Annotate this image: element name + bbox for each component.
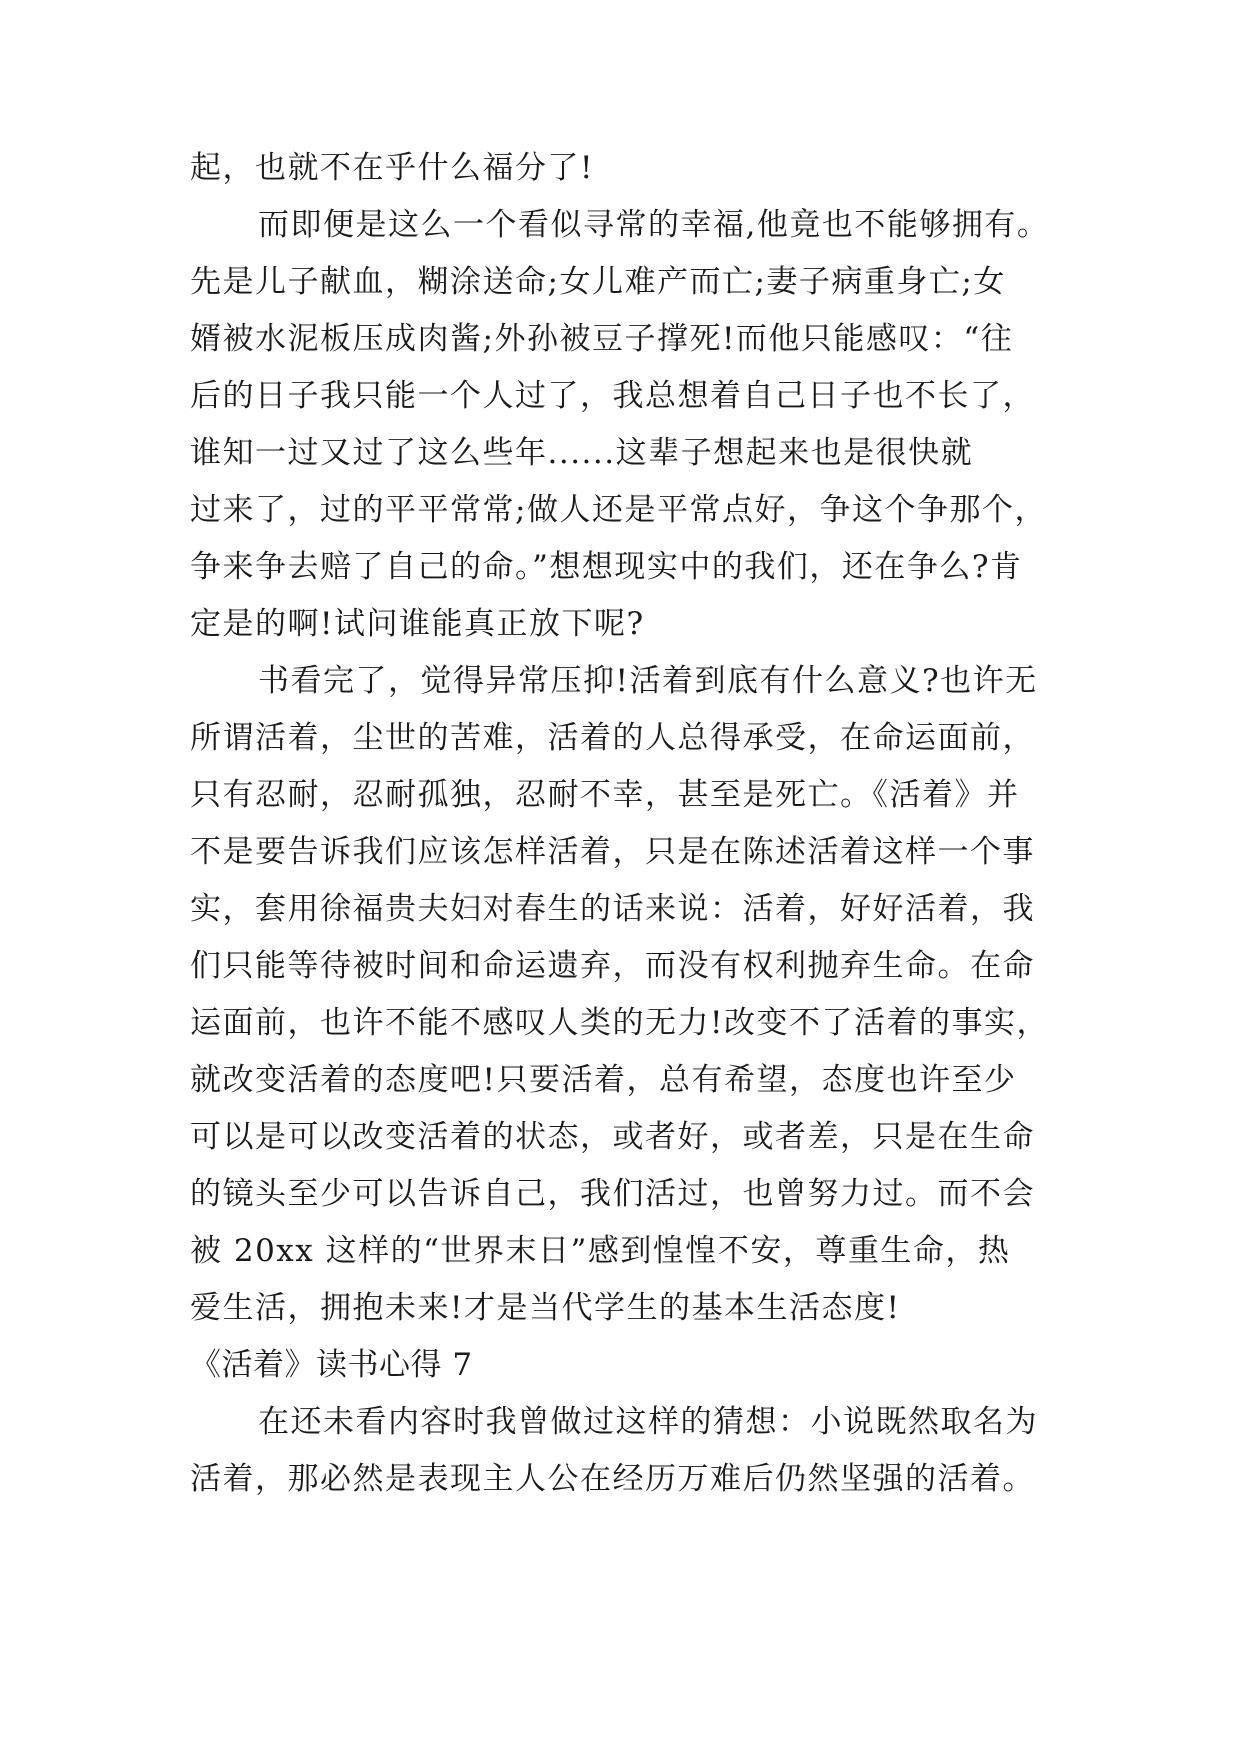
text-line: 先是儿子献血，糊涂送命;女儿难产而亡;妻子病重身亡;女: [190, 264, 1006, 300]
text-line: 起，也就不在乎什么福分了!: [190, 150, 594, 186]
text-line: 被 20xx 这样的“世界末日”感到惶惶不安，尊重生命，热: [190, 1233, 1011, 1269]
text-line: 们只能等待被时间和命运遗弃，而没有权利抛弃生命。在命: [190, 948, 1035, 984]
paragraph-first-line: 而即便是这么一个看似寻常的幸福,他竟也不能够拥有。: [258, 207, 1050, 243]
paragraph-first-line: 书看完了，觉得异常压抑!活着到底有什么意义?也许无: [258, 663, 1038, 699]
text-line: 后的日子我只能一个人过了，我总想着自己日子也不长了，: [190, 378, 1035, 414]
text-line: 运面前，也许不能不感叹人类的无力!改变不了活着的事实，: [190, 1005, 1049, 1041]
text-line: 只有忍耐，忍耐孤独，忍耐不幸，甚至是死亡。《活着》并: [190, 777, 1020, 813]
section-heading: 《活着》读书心得 7: [190, 1347, 473, 1383]
text-line: 谁知一过又过了这么些年......这辈子想起来也是很快就: [190, 435, 974, 471]
text-line: 过来了，过的平平常常;做人还是平常点好，争这个争那个，: [190, 492, 1047, 528]
text-line: 所谓活着，尘世的苦难，活着的人总得承受，在命运面前，: [190, 720, 1035, 756]
text-line: 婿被水泥板压成肉酱;外孙被豆子撑死!而他只能感叹：“往: [190, 321, 1014, 357]
text-line: 争来争去赔了自己的命。”想想现实中的我们，还在争么?肯: [190, 549, 1023, 585]
text-line: 的镜头至少可以告诉自己，我们活过，也曾努力过。而不会: [190, 1176, 1035, 1212]
text-line: 可以是可以改变活着的状态，或者好，或者差，只是在生命: [190, 1119, 1035, 1155]
text-line: 定是的啊!试问谁能真正放下呢?: [190, 606, 645, 642]
text-line: 就改变活着的态度吧!只要活着，总有希望，态度也许至少: [190, 1062, 1017, 1098]
paragraph-first-line: 在还未看内容时我曾做过这样的猜想：小说既然取名为: [258, 1404, 1038, 1440]
text-line: 活着，那必然是表现主人公在经历万难后仍然坚强的活着。: [190, 1461, 1035, 1497]
text-line: 爱生活，拥抱未来!才是当代学生的基本生活态度!: [190, 1290, 901, 1326]
text-line: 实，套用徐福贵夫妇对春生的话来说：活着，好好活着，我: [190, 891, 1035, 927]
text-line: 不是要告诉我们应该怎样活着，只是在陈述活着这样一个事: [190, 834, 1035, 870]
